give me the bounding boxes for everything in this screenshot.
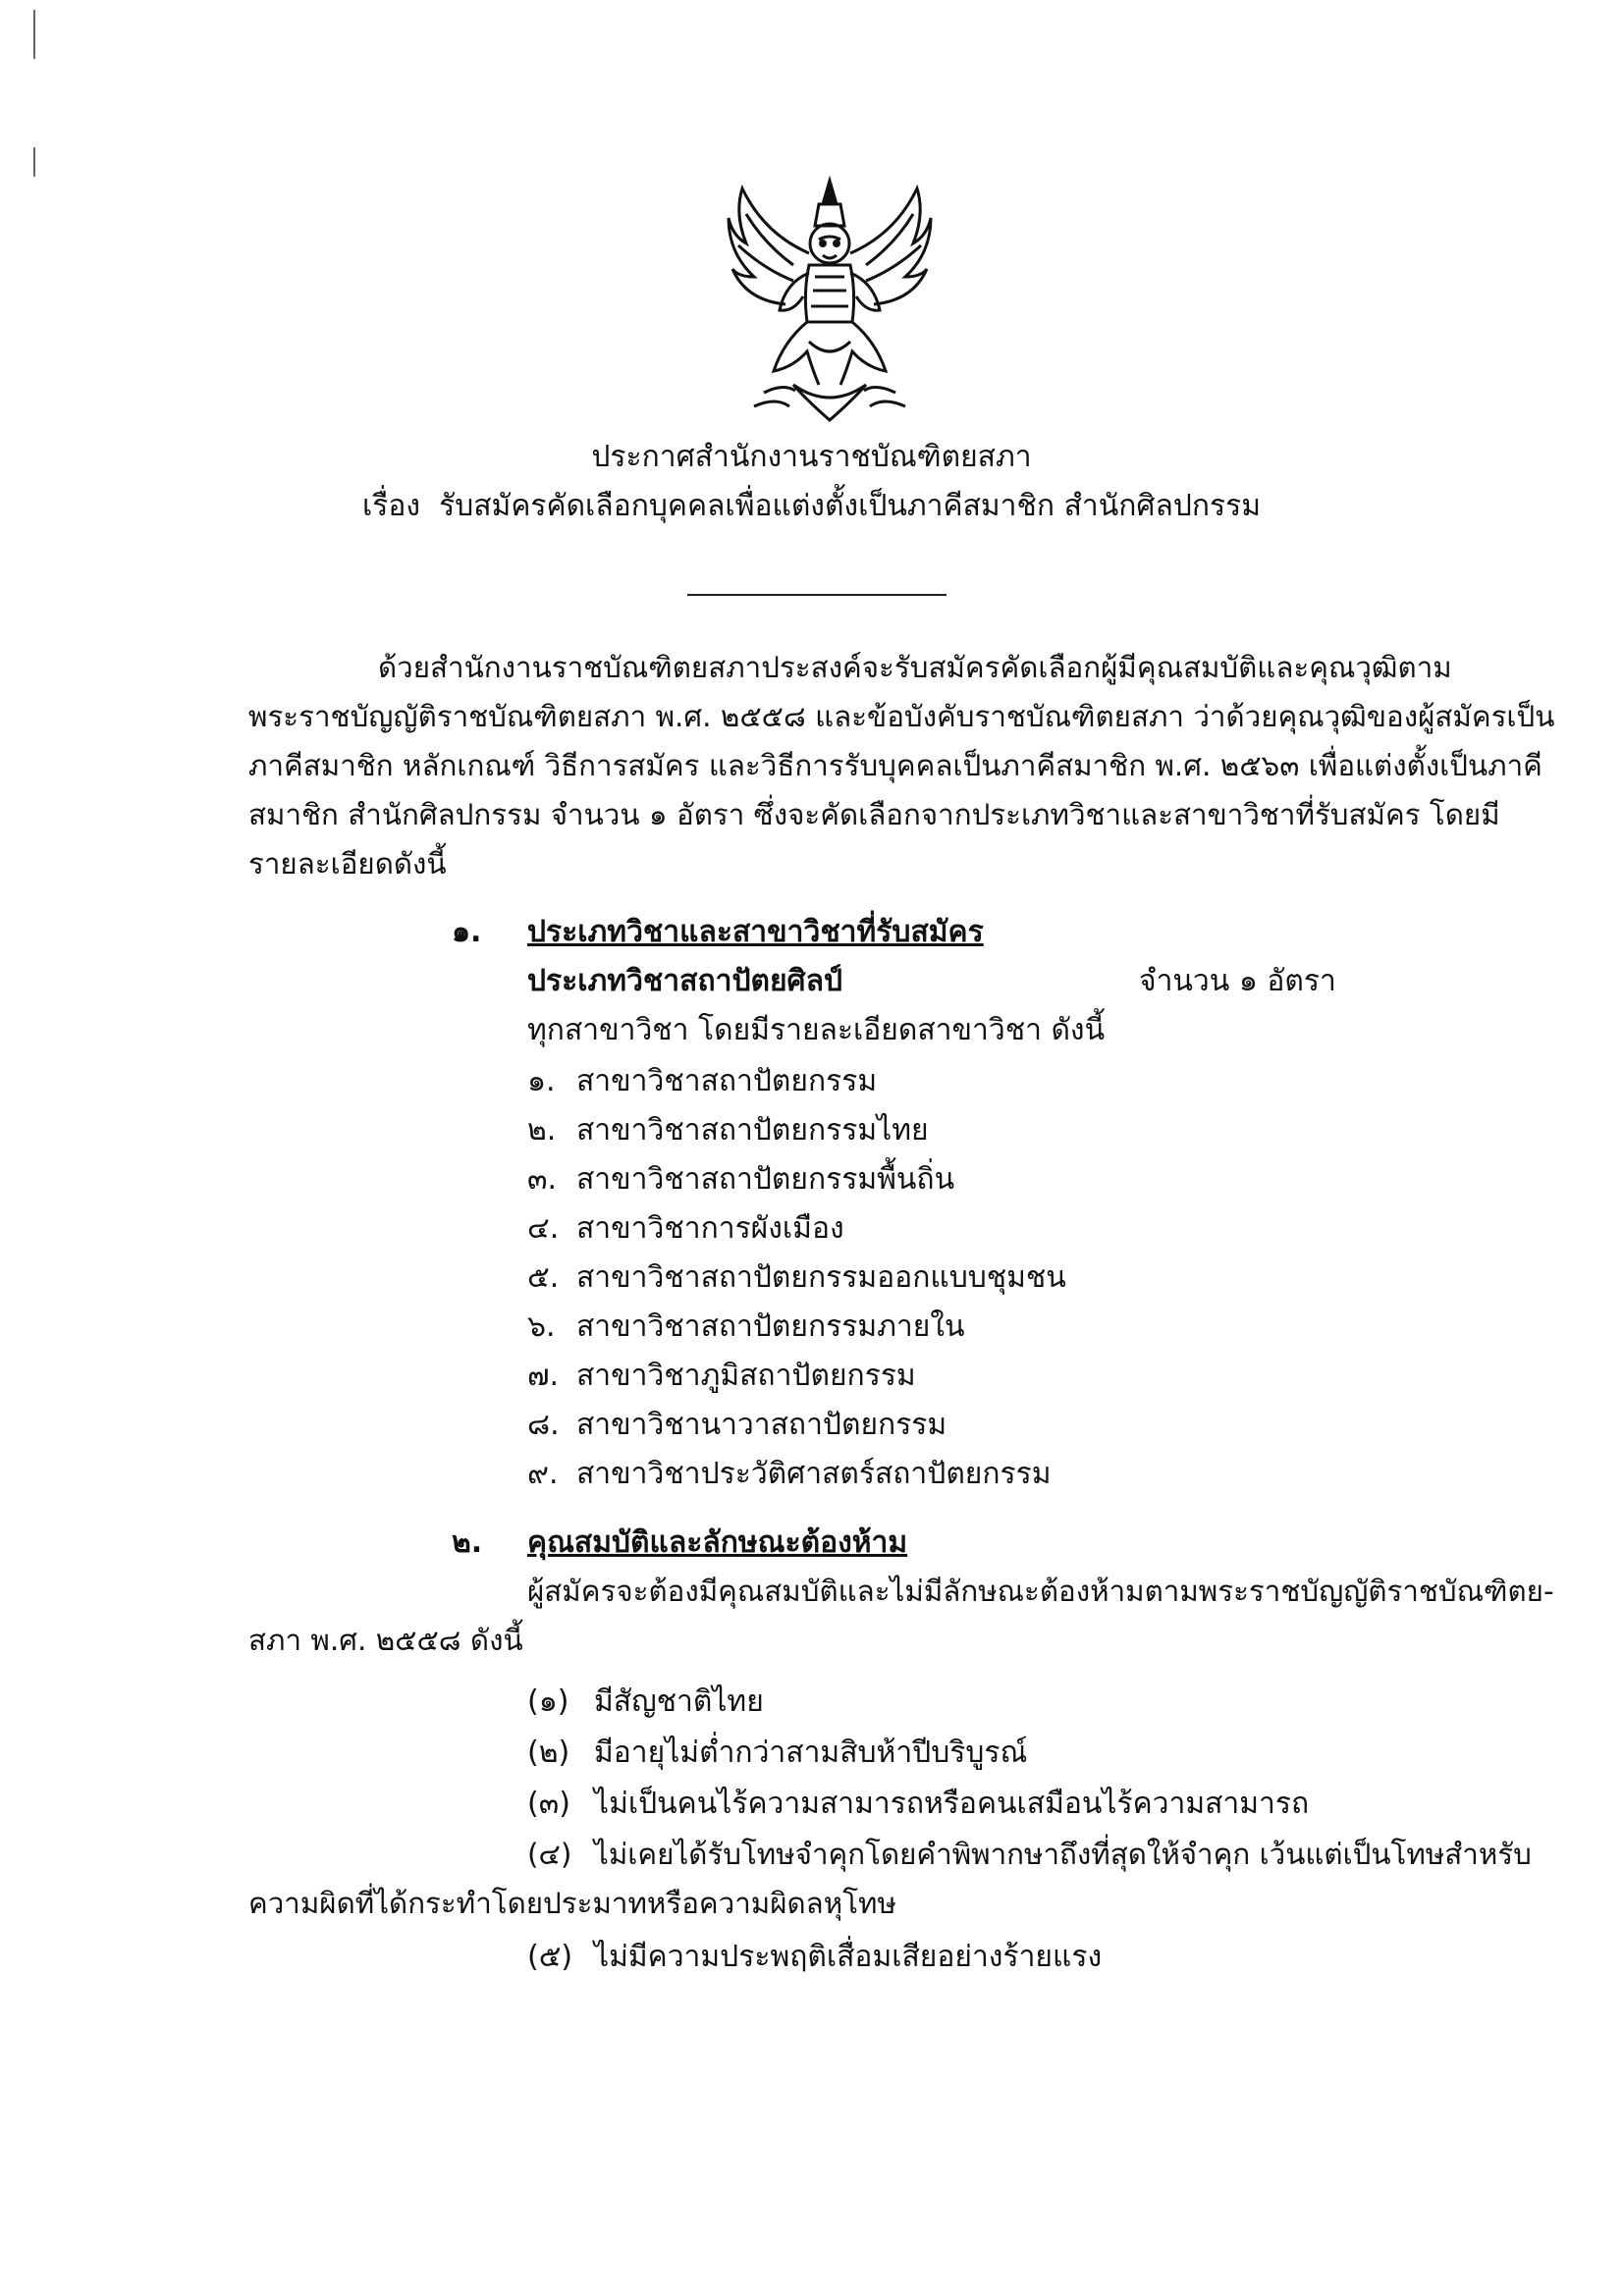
- intro-line-1: ด้วยสำนักงานราชบัณฑิตยสภาประสงค์จะรับสมัครคัดเลือกผู้มีคุณสมบัติและคุณวุฒิตาม: [378, 651, 1452, 684]
- section2-intro-line-1: ผู้สมัครจะต้องมีคุณสมบัติและไม่มีลักษณะต้องห้ามตามพระราชบัญญัติราชบัณฑิตย-: [527, 1575, 1554, 1608]
- list-item: [527, 1408, 947, 1443]
- section2-heading: คุณสมบัติและลักษณะต้องห้าม: [527, 1525, 908, 1560]
- list-item: [527, 1162, 954, 1198]
- intro-line-2: พระราชบัญญัติราชบัณฑิตยสภา พ.ศ. ๒๕๕๘ และข้อบังคับราชบัณฑิตยสภา ว่าด้วยคุณวุฒิของผู้สมัครเป็น: [248, 700, 1555, 733]
- list-item-text: สาขาวิชาสถาปัตยกรรมพื้นถิ่น: [576, 1162, 955, 1197]
- list-item: [527, 1260, 1066, 1296]
- list-item-number: ๗.: [527, 1359, 560, 1393]
- list-item-text: สาขาวิชาสถาปัตยกรรมออกแบบชุมชน: [576, 1260, 1066, 1295]
- intro-line-4: สมาชิก สำนักศิลปกรรม จำนวน ๑ อัตรา ซึ่งจะคัดเลือกจากประเภทวิชาและสาขาวิชาที่รับสมัคร โดยมี: [248, 798, 1500, 831]
- section1-detail-intro: ทุกสาขาวิชา โดยมีรายละเอียดสาขาวิชา ดังนี้: [527, 1013, 1106, 1047]
- subject-label: เรื่อง: [361, 489, 420, 523]
- list-item-number: (๔): [527, 1838, 572, 1871]
- section2-number: ๒.: [452, 1525, 483, 1560]
- list-item-number: ๑.: [527, 1064, 556, 1098]
- list-item-number: (๓): [527, 1787, 570, 1821]
- list-item-text: สาขาวิชาสถาปัตยกรรม: [576, 1064, 878, 1098]
- list-item: [527, 1684, 764, 1720]
- section1-quota: จำนวน ๑ อัตรา: [1139, 964, 1336, 998]
- list-item: [527, 1457, 1052, 1492]
- list-item: [527, 1787, 1309, 1822]
- intro-line-5: รายละเอียดดังนี้: [248, 847, 447, 881]
- list-item-text: มีสัญชาติไทย: [594, 1684, 764, 1719]
- list-item-number: (๕): [527, 1940, 573, 1974]
- list-item-number: (๒): [527, 1735, 570, 1770]
- scan-edge-mark: [33, 147, 35, 177]
- section1-category: ประเภทวิชาสถาปัตยศิลป์: [527, 964, 843, 998]
- list-item-text: สาขาวิชาสถาปัตยกรรมภายใน: [576, 1309, 965, 1344]
- list-item-text: ไม่มีความประพฤติเสื่อมเสียอย่างร้ายแรง: [594, 1940, 1103, 1974]
- list-item: [527, 1113, 929, 1148]
- list-item-number: ๖.: [527, 1309, 556, 1344]
- list-item-number: (๑): [527, 1684, 569, 1719]
- list-item-continuation: ความผิดที่ได้กระทำโดยประมาทหรือความผิดลหุโทษ: [248, 1887, 896, 1920]
- list-item: [527, 1309, 965, 1345]
- announcement-title: ประกาศสำนักงานราชบัณฑิตยสภา: [591, 440, 1032, 474]
- list-item-text: สาขาวิชาภูมิสถาปัตยกรรม: [576, 1359, 916, 1393]
- list-item-number: ๙.: [527, 1457, 559, 1491]
- list-item-text: สาขาวิชาการผังเมือง: [576, 1211, 844, 1246]
- list-item-text: มีอายุไม่ต่ำกว่าสามสิบห้าปีบริบูรณ์: [594, 1735, 1028, 1770]
- section1-heading: ประเภทวิชาและสาขาวิชาที่รับสมัคร: [527, 915, 984, 949]
- header-divider: [687, 594, 947, 596]
- list-item: [527, 1940, 1102, 1975]
- list-item-text: สาขาวิชาประวัติศาสตร์สถาปัตยกรรม: [576, 1457, 1052, 1491]
- list-item-text: สาขาวิชานาวาสถาปัตยกรรม: [576, 1408, 947, 1442]
- section2-intro-line-2: สภา พ.ศ. ๒๕๕๘ ดังนี้: [248, 1624, 523, 1657]
- list-item-text: สาขาวิชาสถาปัตยกรรมไทย: [576, 1113, 929, 1148]
- subject-text: รับสมัครคัดเลือกบุคคลเพื่อแต่งตั้งเป็นภาคีสมาชิก สำนักศิลปกรรม: [439, 489, 1262, 523]
- list-item-number: ๕.: [527, 1260, 560, 1295]
- list-item: [527, 1735, 1027, 1771]
- scan-edge-mark: [33, 10, 35, 59]
- list-item-number: ๘.: [527, 1408, 560, 1442]
- list-item: [527, 1838, 1532, 1872]
- list-item-text: ไม่เป็นคนไร้ความสามารถหรือคนเสมือนไร้ความสามารถ: [594, 1787, 1310, 1821]
- list-item-number: ๒.: [527, 1113, 557, 1148]
- list-item: [527, 1064, 877, 1099]
- intro-line-3: ภาคีสมาชิก หลักเกณฑ์ วิธีการสมัคร และวิธีการรับบุคคลเป็นภาคีสมาชิก พ.ศ. ๒๕๖๓ เพื่อแต่งตั้งเป็นภาคี: [248, 749, 1542, 782]
- announcement-subject-line: [0, 489, 1623, 524]
- garuda-emblem: [725, 175, 935, 428]
- list-item-number: ๔.: [527, 1211, 560, 1246]
- section1-number: ๑.: [452, 915, 482, 949]
- list-item: [527, 1359, 916, 1394]
- list-item-text: ไม่เคยได้รับโทษจำคุกโดยคำพิพากษาถึงที่สุดให้จำคุก เว้นแต่เป็นโทษสำหรับ: [594, 1838, 1532, 1871]
- list-item: [527, 1211, 844, 1247]
- list-item-number: ๓.: [527, 1162, 558, 1197]
